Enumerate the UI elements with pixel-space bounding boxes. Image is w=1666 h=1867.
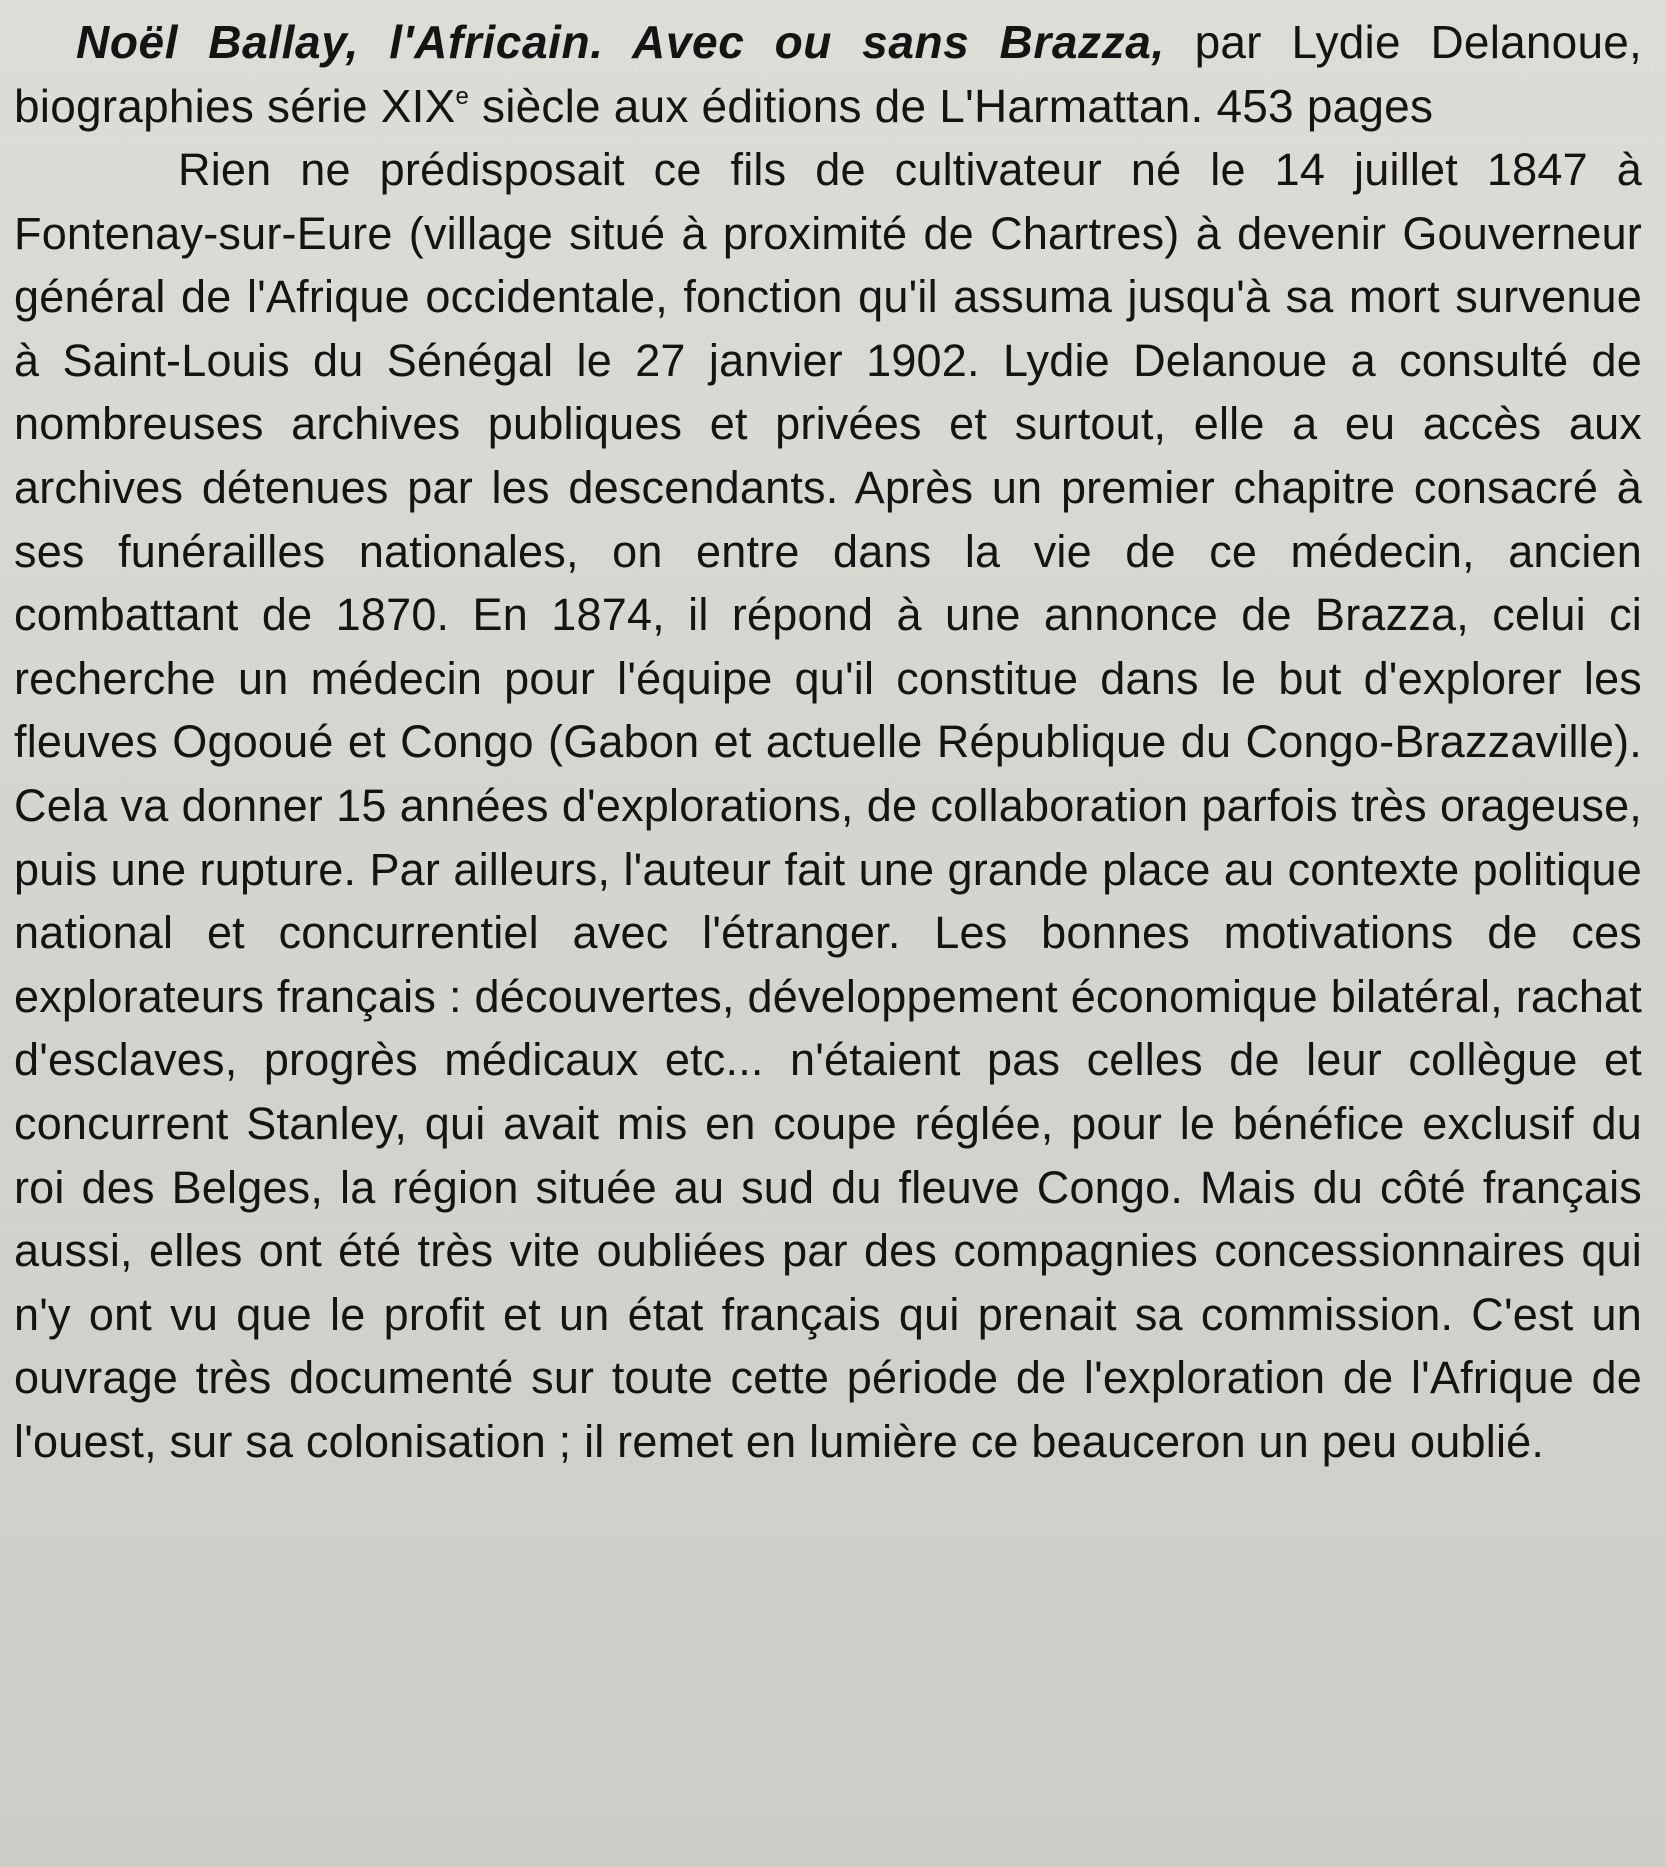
author-line: par Lydie Delanoue, biographies série XIX [14,16,1643,132]
publisher-line: siècle aux éditions de L'Harmattan. 453 pages [482,80,1434,132]
book-reference [14,10,1642,138]
review-body: Rien ne prédisposait ce fils de cultivateur né le 14 juillet 1847 à Fontenay-sur-Eure (village situé à proximité de Chartres) à devenir Gouverneur général de l'Afrique occidentale, fonction qu'il assuma jusqu'à sa mort survenue à Saint-Louis du Sénégal le 27 janvier 1902. Lydie Delanoue a consulté de nombreuses archives publiques et privées et surtout, elle a eu accès aux archives détenues par les descendants. Après un premier chapitre consacré à ses funérailles nationales, on entre dans la vie de ce médecin, ancien combattant de 1870. En 1874, il répond à une annonce de Brazza, celui ci recherche un médecin pour l'équipe qu'il constitue dans le but d'explorer les fleuves Ogooué et Congo (Gabon et actuelle République du Congo-Brazzaville). Cela va donner 15 années d'explorations, de collaboration parfois très orageuse, puis une rupture. Par ailleurs, l'auteur fait une grande place au contexte politique national et concurrentiel avec l'étranger. Les bonnes motivations de ces explorateurs français : découvertes, développement économique bilatéral, rachat d'esclaves, progrès médicaux etc... n'étaient pas celles de leur collègue et concurrent Stanley, qui avait mis en coupe réglée, pour le bénéfice exclusif du roi des Belges, la région située au sud du fleuve Congo. Mais du côté français aussi, elles ont été très vite oubliées par des compagnies concessionnaires qui n'y ont vu que le profit et un état français qui prenait sa commission. C'est un ouvrage très documenté sur toute cette période de l'exploration de l'Afrique de l'ouest, sur sa colonisation ; il remet en lumière ce beauceron un peu oublié. [14,144,1642,1467]
book-title: Noël Ballay, l'Africain. Avec ou sans Brazza, [76,16,1165,68]
century-superscript: e [455,83,470,110]
